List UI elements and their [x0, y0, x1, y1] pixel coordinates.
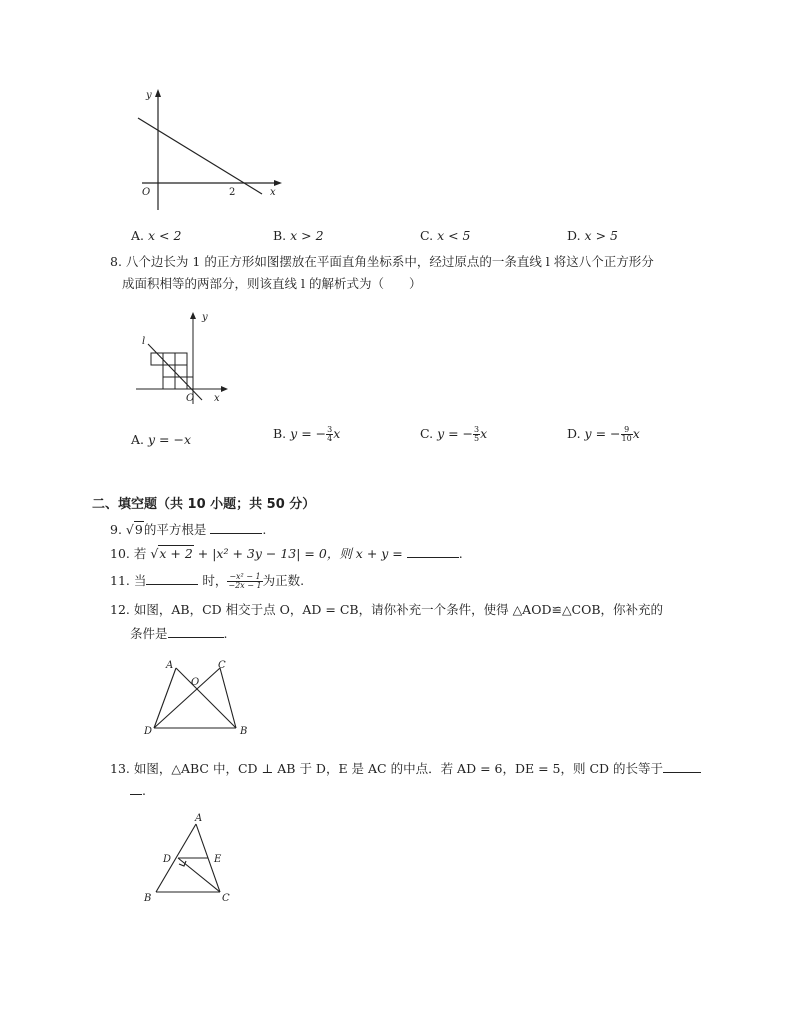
vertex-a-label: A: [195, 813, 203, 824]
vertex-o-label: O: [191, 677, 200, 688]
q9-text: 的平方根是: [143, 522, 207, 537]
q10-radicand: x + 2: [159, 546, 193, 561]
y-axis-arrow: [190, 312, 196, 319]
q8-line1: 八个边长为 1 的正方形如图摆放在平面直角坐标系中，经过原点的一条直线 l 将这八个正方形分: [125, 254, 654, 269]
q13-number: 13.: [110, 761, 130, 776]
option-lhs: y = −: [437, 426, 474, 441]
q11-answer-blank[interactable]: [146, 572, 198, 585]
q8-option-a[interactable]: [131, 432, 191, 447]
q12-number: 12.: [110, 602, 130, 617]
vertex-a-label: A: [166, 660, 174, 671]
vertex-e-label: E: [214, 854, 222, 865]
option-label: B.: [273, 228, 287, 243]
q8-number: 8.: [110, 254, 122, 269]
q10-number: 10.: [110, 546, 130, 561]
q11-number: 11.: [110, 573, 130, 588]
q13-stem-line1: [110, 760, 701, 777]
x-axis-arrow: [221, 386, 228, 392]
q7-option-d[interactable]: [567, 228, 618, 243]
q8-line2: 成面积相等的两部分，则该直线 l 的解析式为（ ）: [122, 276, 422, 291]
option-label: D.: [567, 426, 581, 441]
vertex-d-label: D: [144, 726, 153, 737]
x-axis-arrow: [274, 180, 282, 186]
vertex-c-label: C: [218, 660, 226, 671]
option-label: C.: [420, 426, 434, 441]
q9-number: 9.: [110, 522, 122, 537]
option-label: C.: [420, 228, 434, 243]
option-label: A.: [131, 432, 145, 447]
q7-option-b[interactable]: [273, 228, 324, 243]
vertex-c-label: C: [222, 893, 230, 904]
q8-option-b[interactable]: B. y = − $\frac{3}{4}$ x: [273, 425, 341, 443]
q9-answer-blank[interactable]: [210, 521, 262, 534]
option-label: B.: [273, 426, 287, 441]
q13-answer-blank[interactable]: [663, 760, 701, 773]
section-title: 二、填空题（共 10 小题；共 50 分）: [92, 497, 316, 512]
q13-line1: 如图，△ABC 中，CD ⊥ AB 于 D，E 是 AC 的中点．若 AD = 6，DE = 5，则 CD 的长等于: [133, 761, 664, 776]
q13-figure: [140, 808, 240, 908]
vertex-d-label: D: [163, 854, 172, 865]
y-axis-label: y: [202, 312, 208, 323]
x-axis-label: x: [214, 393, 220, 404]
q12-figure: [140, 656, 260, 742]
option-text: x > 2: [290, 228, 324, 243]
option-text: x < 2: [148, 228, 182, 243]
y-axis-label: y: [146, 90, 152, 101]
q7-option-a[interactable]: [131, 228, 181, 243]
q11-fraction: $\frac{\text{−x² − 1}}{-2x - 1}$: [228, 572, 262, 590]
q8-option-c[interactable]: C. y = − $\frac{3}{5}$ x: [420, 425, 488, 443]
option-text: x > 5: [584, 228, 618, 243]
vertex-b-label: B: [144, 893, 152, 904]
y-axis-arrow: [155, 89, 161, 97]
option-lhs: y = −x: [148, 432, 192, 447]
option-label: D.: [567, 228, 581, 243]
line-l-label: l: [142, 336, 146, 347]
option-fraction: $\frac{3}{5}$: [474, 425, 480, 443]
q12-line1: 如图，AB，CD 相交于点 O，AD = CB，请你补充一个条件，使得 △AOD≌△COB，你补充的: [133, 602, 664, 617]
q7-line-graph: [128, 86, 288, 216]
q11: 11. 当 时， $\frac{\text{−x² − 1}}{-2x - 1}$ 为正数.: [110, 572, 305, 590]
option-fraction: $\frac{9}{10}$: [621, 425, 632, 443]
q13-answer-blank-cont[interactable]: [130, 782, 142, 795]
origin-label: O: [186, 393, 195, 404]
q10: 10. 若 √x + 2 + |x² + 3y − 13| = 0，则 x + y = .: [110, 546, 463, 561]
q9: 9. √9的平方根是 .: [110, 522, 267, 537]
q10-equation: + |x² + 3y − 13| = 0，则 x + y =: [197, 546, 403, 561]
option-lhs: y = −: [584, 426, 621, 441]
option-label: A.: [131, 228, 145, 243]
q9-radicand: 9: [134, 522, 143, 537]
q12-line2: 条件是 .: [130, 626, 228, 641]
origin-label: O: [142, 187, 151, 198]
line-l: [148, 344, 202, 400]
option-fraction: $\frac{3}{4}$: [327, 425, 333, 443]
q8-option-d[interactable]: D. y = − $\frac{9}{10}$ x: [567, 425, 640, 443]
q12-answer-blank[interactable]: [168, 625, 224, 638]
option-text: x < 5: [437, 228, 471, 243]
q13-line2: .: [130, 782, 146, 799]
q12-stem-line1: [110, 602, 663, 618]
q10-answer-blank[interactable]: [407, 545, 459, 558]
option-lhs: y = −: [290, 426, 327, 441]
x-axis-label: x: [270, 187, 276, 198]
x-intercept-label: 2: [229, 187, 236, 198]
q8-stem-line1: [110, 254, 654, 270]
vertex-b-label: B: [240, 726, 248, 737]
q8-squares-figure: [130, 308, 230, 408]
q7-option-c[interactable]: [420, 228, 471, 243]
